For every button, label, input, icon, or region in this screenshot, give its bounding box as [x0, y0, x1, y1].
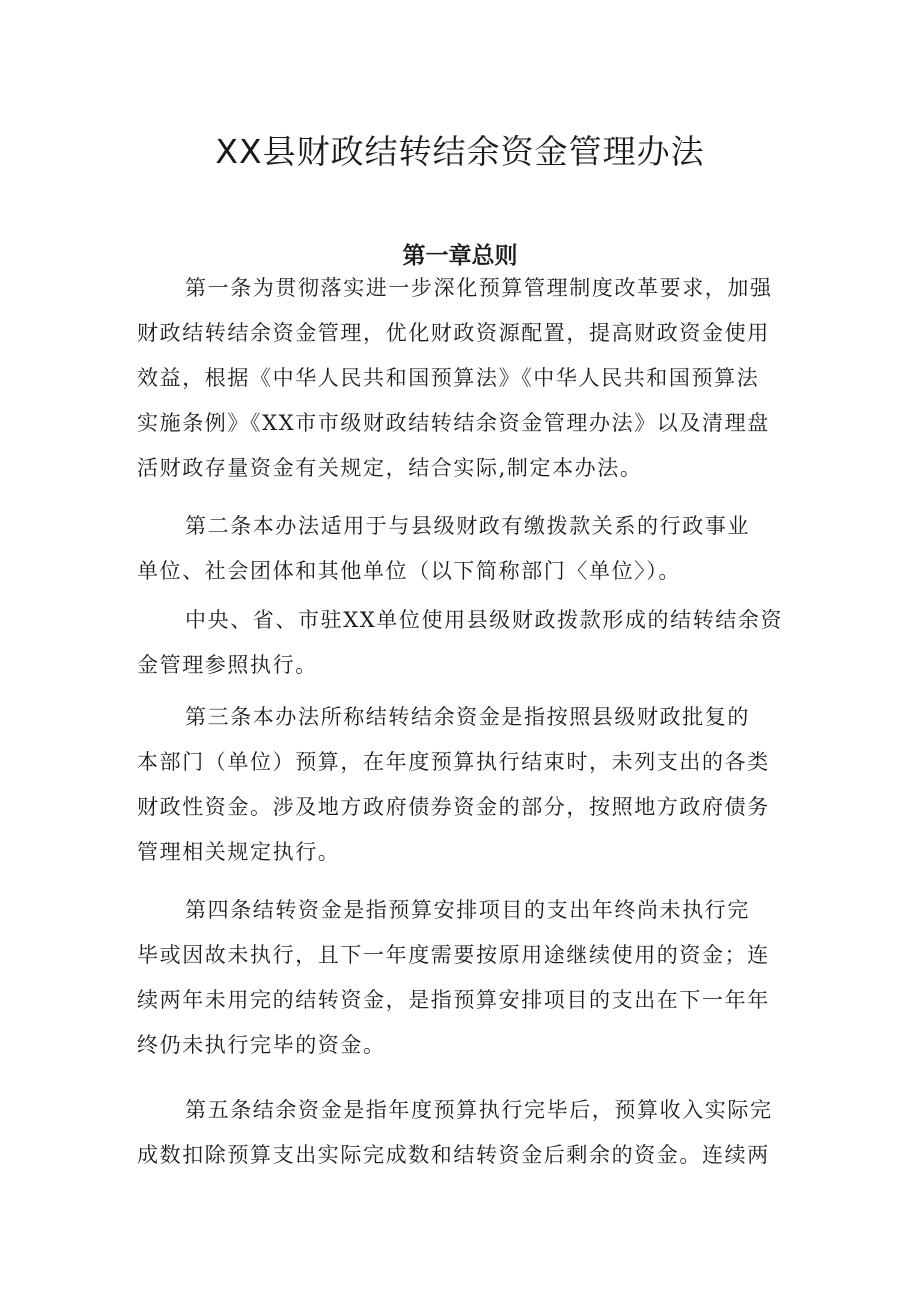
article-1-paragraph: [137, 266, 792, 491]
article-5-paragraph: [137, 1088, 792, 1178]
chapter-heading: 第一章总则: [402, 243, 518, 270]
document-title: XX县财政结转结余资金管理办法: [215, 132, 705, 172]
paragraph-line: 单位、社会团体和其他单位（以下简称部门〈单位〉）。: [137, 559, 681, 583]
paragraph-line: 活财政存量资金有关规定，结合实际,制定本办法。: [137, 456, 643, 480]
article-3-paragraph: [137, 695, 792, 875]
paragraph-line: 金管理参照执行。: [137, 653, 318, 677]
paragraph-line: 第一条为贯彻落实进一步深化预算管理制度改革要求，加强: [185, 276, 773, 300]
paragraph-line: 第五条结余资金是指年度预算执行完毕后，预算收入实际完: [185, 1098, 773, 1122]
paragraph-line: 续两年未用完的结转资金，是指预算安排项目的支出在下一年年: [137, 988, 770, 1012]
article-2-paragraph: [137, 504, 792, 594]
paragraph-line: 财政结转结余资金管理，优化财政资源配置，提高财政资金使用: [137, 321, 770, 345]
paragraph-line: 本部门（单位）预算，在年度预算执行结束时，未列支出的各类: [137, 750, 770, 774]
paragraph-line: 毕或因故未执行，且下一年度需要按原用途继续使用的资金；连: [137, 943, 770, 967]
paragraph-line: 第三条本办法所称结转结余资金是指按照县级财政批复的: [185, 705, 750, 729]
article-4-paragraph: [137, 888, 792, 1068]
paragraph-line: 第二条本办法适用于与县级财政有缴拨款关系的行政事业: [185, 514, 750, 538]
paragraph-line: 终仍未执行完毕的资金。: [137, 1033, 386, 1057]
paragraph-line: 中央、省、市驻XX单位使用县级财政拨款形成的结转结余资: [185, 608, 784, 632]
paragraph-line: 效益，根据《中华人民共和国预算法》《中华人民共和国预算法: [137, 366, 760, 390]
article-2-supplement-paragraph: [137, 598, 792, 688]
paragraph-line: 财政性资金。涉及地方政府债券资金的部分，按照地方政府债务: [137, 795, 770, 819]
paragraph-line: 实施条例》《XX市市级财政结转结余资金管理办法》以及清理盘: [137, 411, 770, 435]
paragraph-line: 管理相关规定执行。: [137, 840, 341, 864]
paragraph-line: 第四条结转资金是指预算安排项目的支出年终尚未执行完: [185, 898, 750, 922]
paragraph-line: 成数扣除预算支出实际完成数和结转资金后剩余的资金。连续两: [137, 1143, 770, 1167]
